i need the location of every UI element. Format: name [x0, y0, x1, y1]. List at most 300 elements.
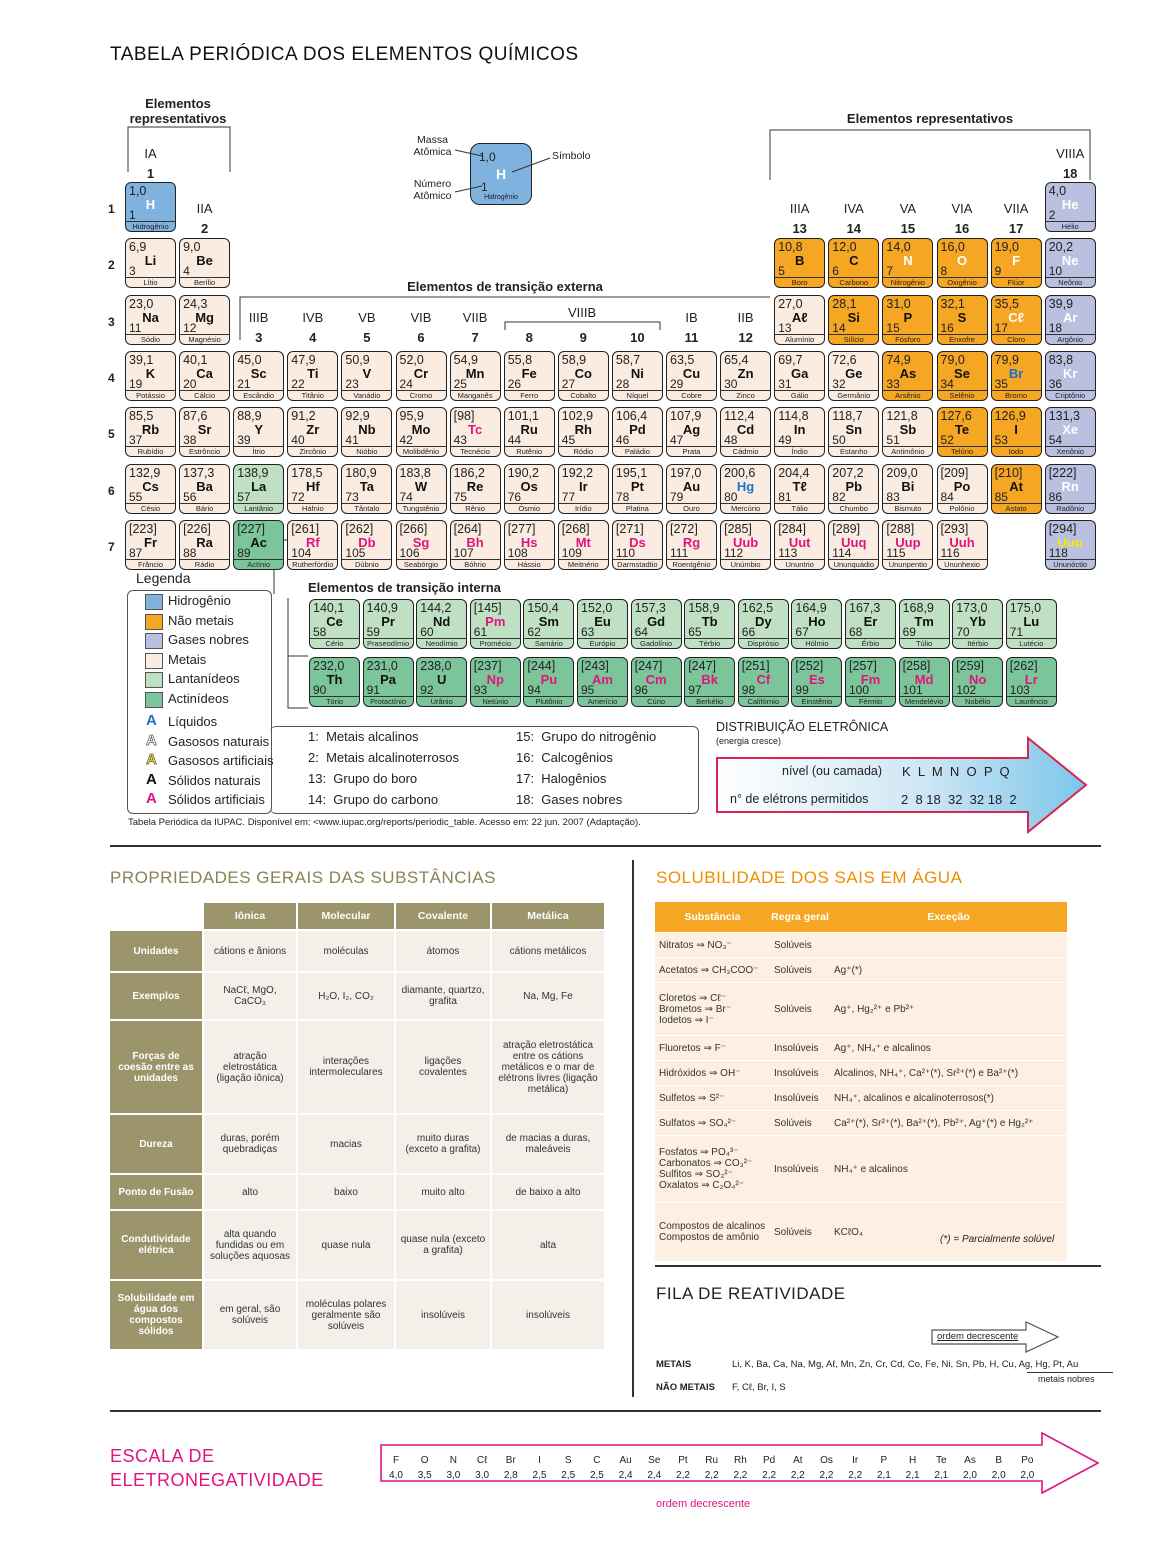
solubility-substance: Fosfatos ⇒ PO₄³⁻ Carbonatos ⇒ CO₃²⁻ Sulfitos ⇒ SO₃²⁻ Oxalatos ⇒ C₂O₄²⁻	[655, 1136, 770, 1202]
element-cell-Zr	[287, 407, 338, 457]
electroneg-value: 3,0	[446, 1470, 461, 1481]
solubility-row	[655, 1136, 1067, 1202]
element-mass: [237]	[473, 659, 502, 673]
legend-state-label: Sólidos artificiais	[168, 792, 265, 808]
element-name: Túlio	[900, 638, 949, 648]
element-symbol: Zr	[306, 422, 320, 438]
element-symbol: Ba	[196, 478, 213, 494]
edist-row1-values: K L M N O P Q	[902, 764, 1010, 779]
element-number: 33	[886, 376, 900, 391]
element-mass: 74,9	[886, 352, 911, 367]
element-cell-Uub	[720, 520, 771, 570]
solubility-exception	[830, 933, 1067, 957]
element-mass: [284]	[778, 521, 806, 536]
properties-cell: de baixo a alto	[492, 1175, 604, 1209]
element-name: Iodo	[992, 446, 1041, 456]
element-number: 39	[237, 433, 251, 448]
element-symbol: Bi	[901, 478, 915, 494]
electroneg-value: 2,0	[991, 1470, 1006, 1481]
group-number-11: 11	[684, 330, 699, 345]
element-mass: [243]	[581, 659, 609, 673]
element-cell-Uut	[774, 520, 825, 570]
solubility-substance: Nitratos ⇒ NO₃⁻	[655, 933, 770, 957]
element-mass: 6,9	[129, 240, 147, 255]
element-cell-Nd	[416, 599, 467, 649]
element-cell-N	[882, 238, 933, 288]
solubility-rule: Solúveis	[770, 983, 830, 1035]
element-number: 11	[129, 320, 142, 335]
properties-row	[110, 1281, 604, 1349]
element-symbol: He	[1061, 197, 1079, 212]
element-symbol: Fr	[144, 534, 157, 550]
element-symbol: Mn	[465, 365, 485, 381]
viiib-label: VIIIB	[568, 305, 597, 320]
properties-cell: moléculas	[298, 931, 394, 971]
solubility-note: (*) = Parcialmente solúvel	[940, 1234, 1055, 1245]
element-cell-Am	[577, 657, 628, 707]
period-number-4: 4	[108, 370, 115, 385]
element-name: Argônio	[1046, 334, 1095, 344]
electroneg-value: 2,2	[704, 1470, 719, 1481]
element-name: Fósforo	[883, 334, 932, 344]
element-number: 21	[237, 376, 251, 391]
element-name: Enxofre	[938, 334, 987, 344]
element-cell-Md	[899, 657, 950, 707]
element-number: 70	[956, 625, 970, 639]
solubility-exception: Ag⁺(*)	[830, 958, 1067, 982]
legend-state-glyph-3: A	[146, 770, 157, 788]
element-symbol: Po	[953, 478, 971, 494]
element-cell-Re	[450, 464, 501, 514]
group-roman-11: IB	[685, 310, 698, 325]
element-cell-Li	[125, 238, 176, 288]
solubility-exception: KCℓO₄	[830, 1203, 1067, 1261]
electroneg-symbol: Ir	[852, 1455, 859, 1466]
element-cell-Cs	[125, 464, 176, 514]
element-mass: 207,2	[832, 465, 864, 480]
group-number-17: 17	[1008, 221, 1024, 236]
family-item: 13: Grupo do boro	[308, 771, 418, 786]
legend-label: Gases nobres	[168, 632, 249, 648]
element-name: Sódio	[126, 334, 175, 344]
element-name: Zircônio	[288, 446, 337, 456]
element-name: Oxigênio	[938, 277, 987, 287]
element-number: 112	[724, 545, 744, 560]
element-symbol: Cu	[682, 365, 701, 381]
element-symbol: Pr	[381, 614, 395, 629]
properties-cell: atração eletrostática entre os cátions metálicos e o mar de elétrons livres (ligação metálica)	[492, 1021, 604, 1113]
element-name: Arsênio	[883, 390, 932, 400]
element-symbol: Te	[954, 422, 970, 438]
element-mass: [257]	[849, 659, 877, 673]
properties-cell: cátions metálicos	[492, 931, 604, 971]
element-mass: [289]	[832, 521, 861, 536]
element-symbol: Ga	[791, 365, 809, 381]
element-mass: 69,7	[778, 352, 803, 367]
element-mass: 85,5	[129, 409, 154, 424]
element-symbol: Er	[863, 614, 878, 629]
element-symbol: K	[145, 365, 156, 381]
group-number-6: 6	[417, 330, 425, 345]
element-mass: [288]	[886, 521, 915, 536]
properties-row	[110, 1115, 604, 1173]
element-number: 26	[507, 376, 522, 391]
element-cell-Hs	[504, 520, 555, 570]
element-mass: 47,9	[291, 352, 316, 367]
family-item: 1: Metais alcalinos	[308, 729, 419, 744]
element-mass: 132,9	[129, 465, 161, 480]
element-number: 88	[183, 545, 197, 560]
solubility-exception: Ag⁺, NH₄⁺ e alcalinos	[830, 1036, 1067, 1060]
element-number: 48	[724, 433, 738, 448]
element-cell-Cf	[738, 657, 789, 707]
element-mass: 138,9	[237, 465, 269, 480]
element-mass: 91,2	[291, 409, 316, 424]
solubility-rule: Solúveis	[770, 1111, 830, 1135]
element-cell-Th	[309, 657, 360, 707]
element-cell-Ga	[774, 351, 825, 401]
element-name: Berílio	[180, 277, 229, 287]
element-cell-Uuo	[1045, 520, 1096, 570]
element-name: Telúrio	[938, 446, 987, 456]
group-roman-17: VIIA	[1003, 201, 1029, 216]
element-mass: 121,8	[886, 409, 918, 424]
element-symbol: Th	[326, 672, 343, 687]
key-number: 1	[481, 180, 488, 194]
element-symbol: Am	[592, 672, 613, 687]
element-number: 20	[183, 376, 197, 391]
element-mass: 197,0	[670, 465, 702, 480]
element-mass: 23,0	[129, 296, 154, 311]
element-mass: 180,9	[345, 465, 377, 480]
edist-arrow	[700, 730, 1100, 840]
element-symbol: Se	[954, 365, 970, 381]
electroneg-value: 2,5	[561, 1470, 576, 1481]
element-symbol: Uuo	[1057, 534, 1083, 550]
element-mass: 14,0	[886, 240, 911, 255]
element-name: Háfnio	[288, 503, 337, 513]
element-symbol: W	[414, 478, 428, 494]
solubility-body	[655, 933, 1067, 1261]
element-name: Tecnécio	[451, 446, 500, 456]
element-name: Cromo	[397, 390, 446, 400]
properties-row	[110, 1021, 604, 1113]
properties-body	[110, 931, 604, 1349]
element-number: 106	[399, 545, 420, 560]
electroneg-symbol: Se	[648, 1455, 661, 1466]
element-symbol: U	[436, 672, 447, 687]
element-name: Hólmio	[792, 638, 841, 648]
element-mass: 63,5	[670, 352, 695, 367]
element-number: 8	[940, 264, 948, 279]
element-symbol: O	[956, 253, 968, 269]
electroneg-value: 2,5	[589, 1470, 604, 1481]
element-name: Paládio	[613, 446, 662, 456]
element-number: 93	[473, 683, 488, 697]
legend-state-glyph-1: A	[146, 731, 157, 749]
element-number: 45	[561, 433, 576, 448]
element-number: 23	[345, 376, 359, 391]
group-number-14: 14	[846, 221, 862, 236]
solubility-row	[655, 1086, 1067, 1110]
reactivity-metals-label: METAIS	[656, 1359, 692, 1370]
source-note: Tabela Periódica da IUPAC. Disponível em: <www.iupac.org/reports/periodic_table. Acesso em: 22 jun. 2007 (Adaptação).	[128, 817, 641, 828]
element-number: 38	[183, 433, 197, 448]
properties-cell: alta quando fundidas ou em soluções aquosas	[204, 1211, 296, 1279]
element-number: 81	[778, 489, 792, 504]
element-name: Ouro	[667, 503, 716, 513]
element-symbol: Ti	[307, 365, 319, 381]
element-symbol: N	[903, 253, 913, 269]
properties-cell: duras, porém quebradiças	[204, 1115, 296, 1173]
properties-row-header: Ponto de Fusão	[110, 1175, 202, 1209]
element-symbol: Sg	[412, 534, 430, 550]
element-symbol: Hf	[305, 478, 320, 494]
properties-cell: atração eletrostática (ligação iônica)	[204, 1021, 296, 1113]
electroneg-value: 2,1	[905, 1470, 920, 1481]
element-cell-Uup	[882, 520, 933, 570]
group-number-7: 7	[471, 330, 479, 345]
element-symbol: Ag	[682, 422, 701, 438]
prop-col-metalica: Metálica	[492, 903, 604, 929]
properties-cell: diamante, quartzo, grafita	[396, 973, 490, 1019]
element-mass: [252]	[795, 659, 824, 673]
properties-row-header: Condutividade elétrica	[110, 1211, 202, 1279]
element-number: 104	[291, 545, 312, 560]
element-mass: 87,6	[183, 409, 208, 424]
element-mass: [223]	[129, 521, 157, 536]
electroneg-symbol: H	[908, 1455, 917, 1466]
element-name: Cério	[310, 638, 359, 648]
element-cell-Rb	[125, 407, 176, 457]
element-name: Xenônio	[1046, 446, 1095, 456]
element-cell-Rn	[1045, 464, 1096, 514]
solubility-table	[655, 901, 1067, 1262]
electroneg-symbol: B	[995, 1455, 1003, 1466]
element-mass: 10,8	[778, 240, 803, 255]
element-name: Tálio	[775, 503, 824, 513]
element-cell-F	[991, 238, 1042, 288]
element-cell-P	[882, 295, 933, 345]
element-mass: 35,5	[994, 296, 1019, 311]
element-name: Nióbio	[342, 446, 391, 456]
element-number: 114	[832, 545, 852, 560]
element-number: 99	[795, 683, 809, 697]
element-number: 95	[581, 683, 595, 697]
element-name: Cúrio	[632, 696, 681, 706]
properties-row	[110, 931, 604, 971]
properties-title: PROPRIEDADES GERAIS DAS SUBSTÂNCIAS	[110, 868, 496, 887]
element-cell-Gd	[631, 599, 682, 649]
element-name: Bromo	[992, 390, 1041, 400]
element-name: Samário	[524, 638, 573, 648]
element-cell-Bk	[684, 657, 735, 707]
element-number: 27	[561, 376, 576, 391]
element-mass: [261]	[291, 521, 320, 536]
element-cell-Cm	[631, 657, 682, 707]
element-mass: 65,4	[724, 352, 749, 367]
element-name: Silício	[829, 334, 878, 344]
element-name: Bóhrio	[451, 559, 500, 569]
electroneg-value: 2,2	[819, 1470, 834, 1481]
element-number: 72	[291, 489, 305, 504]
element-number: 86	[1048, 489, 1063, 504]
reactivity-title: FILA DE REATIVIDADE	[656, 1284, 846, 1303]
element-number: 113	[778, 545, 798, 560]
element-mass: 157,3	[634, 601, 666, 615]
element-mass: 137,3	[183, 465, 215, 480]
element-mass: 39,1	[129, 352, 154, 367]
element-cell-Er	[845, 599, 896, 649]
electroneg-value: 2,1	[934, 1470, 949, 1481]
element-name: Rutênio	[505, 446, 554, 456]
group-roman-5: VB	[358, 310, 376, 325]
properties-cell: átomos	[396, 931, 490, 971]
group-roman-14: IVA	[843, 201, 864, 216]
element-cell-Mo	[396, 407, 447, 457]
element-symbol: Ac	[250, 534, 267, 550]
element-cell-Pu	[523, 657, 574, 707]
element-number: 25	[453, 376, 467, 391]
element-number: 16	[940, 320, 954, 335]
element-cell-Tm	[899, 599, 950, 649]
electroneg-value: 2,0	[1020, 1470, 1035, 1481]
element-name: Radônio	[1046, 503, 1095, 513]
group-number-13: 13	[792, 221, 807, 236]
element-cell-Hg	[720, 464, 771, 514]
element-number: 103	[1009, 683, 1030, 697]
element-symbol: Pt	[630, 478, 644, 494]
legend-swatch-3	[145, 653, 163, 669]
element-mass: 52,0	[399, 352, 424, 367]
properties-cell: NaCℓ, MgO, CaCO₃	[204, 973, 296, 1019]
element-mass: 72,6	[832, 352, 857, 367]
properties-cell: moléculas polares geralmente são solúveis	[298, 1281, 394, 1349]
element-mass: 54,9	[453, 352, 478, 367]
group-number-3: 3	[255, 330, 263, 345]
solubility-row	[655, 958, 1067, 982]
key-name: Hidrogênio	[484, 194, 518, 201]
element-number: 46	[615, 433, 630, 448]
element-symbol: Sc	[250, 365, 267, 381]
element-name: Platina	[613, 503, 662, 513]
element-cell-Uuh	[937, 520, 988, 570]
element-number: 90	[313, 683, 327, 697]
element-name: Mercúrio	[721, 503, 770, 513]
element-cell-Ni	[612, 351, 663, 401]
element-symbol: Aℓ	[791, 309, 808, 325]
element-name: Frâncio	[126, 559, 175, 569]
element-number: 102	[956, 683, 977, 697]
element-symbol: Ca	[196, 365, 213, 381]
element-mass: 92,9	[345, 409, 370, 424]
element-name: Alumínio	[775, 334, 824, 344]
element-mass: 79,0	[940, 352, 965, 367]
element-mass: 150,4	[527, 601, 559, 615]
element-mass: 95,9	[399, 409, 424, 424]
element-symbol: Rh	[574, 422, 592, 438]
electroneg-value: 2,5	[532, 1470, 547, 1481]
element-symbol: La	[251, 478, 267, 494]
element-cell-Mn	[450, 351, 501, 401]
element-symbol: Mt	[575, 534, 591, 550]
key-number-label: Número Atômico	[413, 178, 452, 202]
element-cell-Np	[470, 657, 521, 707]
properties-cell: Na, Mg, Fe	[492, 973, 604, 1019]
solubility-rule: Insolúveis	[770, 1036, 830, 1060]
element-symbol: Tℓ	[792, 478, 807, 494]
electroneg-symbol: N	[449, 1455, 457, 1466]
element-name: Berkélio	[685, 696, 734, 706]
solubility-row	[655, 1111, 1067, 1135]
legend-swatch-0	[145, 594, 163, 610]
element-cell-C	[828, 238, 879, 288]
element-symbol: Y	[254, 422, 264, 438]
element-number: 49	[778, 433, 792, 448]
element-number: 110	[615, 545, 636, 560]
element-name: Roentgênio	[667, 559, 716, 569]
element-symbol: S	[957, 309, 967, 325]
group-number-8: 8	[525, 330, 533, 345]
element-cell-Ir	[558, 464, 609, 514]
element-name: Actínio	[234, 559, 283, 569]
element-cell-Y	[233, 407, 284, 457]
element-name: Polônio	[938, 503, 987, 513]
element-cell-Ca	[179, 351, 230, 401]
element-cell-V	[341, 351, 392, 401]
element-cell-In	[774, 407, 825, 457]
transition-int-header: Elementos de transição interna	[308, 580, 501, 595]
element-number: 83	[886, 489, 900, 504]
element-mass: 106,4	[615, 409, 648, 424]
element-cell-S	[937, 295, 988, 345]
electroneg-symbol: Pd	[762, 1455, 776, 1466]
element-mass: 162,5	[741, 601, 774, 615]
electroneg-symbol: Au	[619, 1455, 632, 1466]
element-number: 12	[183, 320, 197, 335]
element-number: 56	[183, 489, 197, 504]
element-number: 82	[832, 489, 846, 504]
element-mass: [266]	[399, 521, 428, 536]
element-mass: 232,0	[313, 659, 345, 673]
group-number-5: 5	[363, 330, 371, 345]
solubility-row	[655, 1036, 1067, 1060]
legend-label: Actinídeos	[168, 691, 229, 706]
legend-state-label: Gasosos naturais	[168, 733, 270, 749]
group-roman-16: VIA	[951, 201, 973, 216]
element-number: 1	[129, 208, 136, 222]
element-name: Titânio	[288, 390, 337, 400]
element-name: Escândio	[234, 390, 283, 400]
element-number: 76	[507, 489, 522, 504]
element-cell-Db	[341, 520, 392, 570]
solubility-row	[655, 983, 1067, 1035]
group-number-9: 9	[579, 330, 587, 345]
element-cell-Ce	[309, 599, 360, 649]
element-mass: 192,2	[561, 465, 594, 480]
element-symbol: Ar	[1062, 309, 1078, 325]
prop-col-molecular: Molecular	[298, 903, 394, 929]
legend-swatch-2	[145, 633, 163, 649]
element-name: Ununpentio	[883, 559, 932, 569]
element-mass: 101,1	[507, 409, 539, 424]
prop-col-ionica: Iônica	[204, 903, 296, 929]
element-mass: 32,1	[940, 296, 965, 311]
element-name: Antimônio	[883, 446, 932, 456]
element-mass: 175,0	[1009, 601, 1042, 615]
group-number-15: 15	[900, 221, 916, 236]
element-cell-Cu	[666, 351, 717, 401]
